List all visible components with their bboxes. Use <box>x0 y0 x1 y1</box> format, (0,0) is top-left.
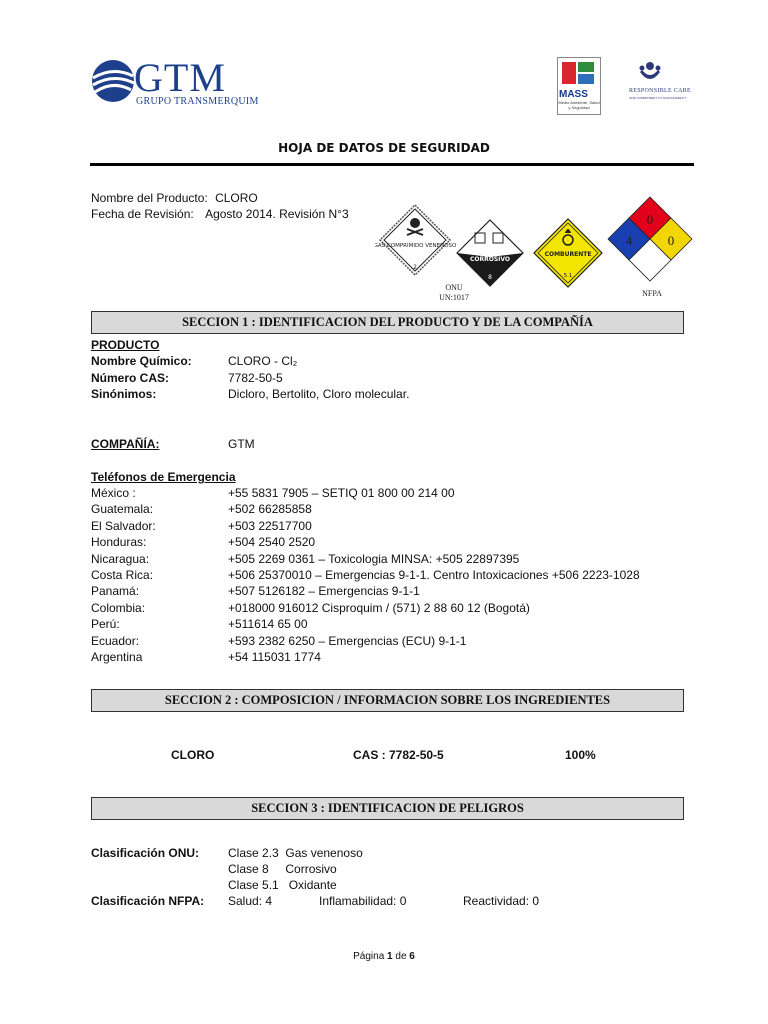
mass-hand-icon <box>558 58 600 90</box>
section-1-header: SECCION 1 : IDENTIFICACION DEL PRODUCTO Y DE LA COMPAÑÍA <box>91 311 684 334</box>
of-word: de <box>395 951 407 962</box>
nfpa-flammability-value: Inflamabilidad: 0 <box>319 894 407 908</box>
placard-comburente <box>534 219 602 287</box>
phone-number: +506 25370010 – Emergencias 9-1-1. Centro Intoxicaciones +506 2223-1028 <box>228 567 640 582</box>
page-word: Página <box>353 951 385 962</box>
phone-row <box>91 583 420 599</box>
nfpa-label: NFPA <box>642 289 662 298</box>
phone-number: +504 2540 2520 <box>228 535 316 550</box>
onu-class-5-1: Clase 5.1 Oxidante <box>228 878 337 892</box>
nfpa-classification-label: Clasificación NFPA: <box>91 894 205 908</box>
placard-corrosivo <box>457 220 523 286</box>
gtm-logo-subtitle: GRUPO TRANSMERQUIM <box>136 96 259 107</box>
phone-country: Perú: <box>91 617 120 632</box>
phone-country: Nicaragua: <box>91 551 150 566</box>
phone-number: +54 115031 1774 <box>228 649 321 664</box>
phone-country: Ecuador: <box>91 633 140 648</box>
nfpa-health-value: Salud: 4 <box>228 894 273 908</box>
phone-row <box>91 534 316 550</box>
chemical-name-label: Nombre Químico: <box>91 354 192 368</box>
phone-row <box>91 501 312 517</box>
section-2-header: SECCION 2 : COMPOSICION / INFORMACION SOBRE LOS INGREDIENTES <box>91 689 684 712</box>
phone-row <box>91 616 308 632</box>
nfpa-health: 4 <box>625 233 633 248</box>
placard-corrosivo-class: 8 <box>488 274 492 281</box>
phone-number: +593 2382 6250 – Emergencias (ECU) 9-1-1 <box>228 633 467 648</box>
phone-country: Guatemala: <box>91 502 154 517</box>
placard-comburente-class: 5.1 <box>563 273 573 279</box>
phone-number: +502 66285858 <box>228 502 312 517</box>
company-value: GTM <box>228 437 255 451</box>
phone-number: +55 5831 7905 – SETIQ 01 800 00 214 00 <box>228 486 455 500</box>
document-title: HOJA DE DATOS DE SEGURIDAD <box>278 141 490 155</box>
ingredient-percent: 100% <box>565 748 596 762</box>
product-name-line <box>91 190 258 206</box>
phone-row <box>91 633 467 649</box>
onu-label: ONU <box>445 283 463 292</box>
phone-country: Colombia: <box>91 600 146 615</box>
cas-number-value: 7782-50-5 <box>228 371 283 385</box>
hazard-placards-svg <box>375 195 695 305</box>
emergency-phones-heading: Teléfonos de Emergencia <box>91 470 236 484</box>
phone-row <box>91 649 321 665</box>
title-divider <box>90 163 694 166</box>
synonyms-value: Dicloro, Bertolito, Cloro molecular. <box>228 387 410 401</box>
gtm-logo-text: GTM <box>134 55 226 100</box>
onu-class-2-3: Clase 2.3 Gas venenoso <box>228 846 363 860</box>
nfpa-reactivity-value: Reactividad: 0 <box>463 894 540 908</box>
phone-number: +507 5126182 – Emergencias 9-1-1 <box>228 584 420 599</box>
cas-number-label: Número CAS: <box>91 371 170 385</box>
placard-comburente-text: COMBURENTE <box>544 251 592 258</box>
phone-number: +511614 65 00 <box>228 617 308 632</box>
phone-country: México : <box>91 486 136 500</box>
emergency-phones-list <box>91 485 640 665</box>
phone-country: Honduras: <box>91 535 147 550</box>
producto-heading: PRODUCTO <box>91 338 160 352</box>
nfpa-diamond <box>608 197 692 281</box>
responsible-care-subtitle: OUR COMMITMENT TO SUSTAINABILITY <box>629 96 687 100</box>
phone-country: Costa Rica: <box>91 567 154 582</box>
revision-date-value: Agosto 2014. Revisión N°3 <box>205 207 349 221</box>
ingredient-cas: CAS : 7782-50-5 <box>353 748 444 762</box>
product-name-value: CLORO <box>215 191 258 205</box>
onu-class-8: Clase 8 Corrosivo <box>228 862 337 876</box>
phone-row <box>91 485 455 501</box>
page-number: 1 <box>387 951 393 962</box>
ingredient-name: CLORO <box>171 748 215 762</box>
nfpa-reactivity: 0 <box>667 233 675 248</box>
chemical-name-value: CLORO - Cl₂ <box>228 354 298 368</box>
revision-date-line <box>91 206 349 222</box>
phone-number: +503 22517700 <box>228 518 312 533</box>
responsible-care-hands-icon <box>638 60 662 86</box>
phone-country: El Salvador: <box>91 518 156 533</box>
responsible-care-text: RESPONSIBLE CARE <box>629 88 691 94</box>
hazard-pictograms <box>375 195 695 305</box>
placard-corrosivo-text: CORROSIVO <box>469 256 511 263</box>
phone-row <box>91 518 312 534</box>
revision-date-label: Fecha de Revisión: <box>91 207 194 221</box>
un-number: UN:1017 <box>439 293 469 302</box>
phone-country: Argentina <box>91 649 143 664</box>
gtm-globe-logo <box>90 58 136 104</box>
page-footer <box>0 951 768 962</box>
nfpa-flammability: 0 <box>646 212 654 227</box>
phone-number: +505 2269 0361 – Toxicologia MINSA: +505 22897395 <box>228 551 520 566</box>
mass-logo-text: MASS <box>559 89 588 100</box>
product-name-label: Nombre del Producto: <box>91 191 208 205</box>
placard-gas-text: GAS COMPRIMIDO VENENOSO <box>375 243 457 249</box>
phone-row <box>91 567 640 583</box>
synonyms-label: Sinónimos: <box>91 387 157 401</box>
mass-logo-subtitle: Medio Ambiente, Salud y Seguridad <box>558 100 600 110</box>
phone-number: +018000 916012 Cisproquim / (571) 2 88 60 12 (Bogotá) <box>228 600 530 615</box>
phone-country: Panamá: <box>91 584 140 599</box>
placard-gas-venenoso <box>375 205 457 275</box>
placard-gas-class: 2 <box>413 264 417 271</box>
phone-row <box>91 551 520 567</box>
section-3-header: SECCION 3 : IDENTIFICACION DE PELIGROS <box>91 797 684 820</box>
phone-row <box>91 600 530 616</box>
company-label: COMPAÑÍA: <box>91 437 160 451</box>
page-total: 6 <box>409 951 415 962</box>
onu-classification-label: Clasificación ONU: <box>91 846 200 860</box>
